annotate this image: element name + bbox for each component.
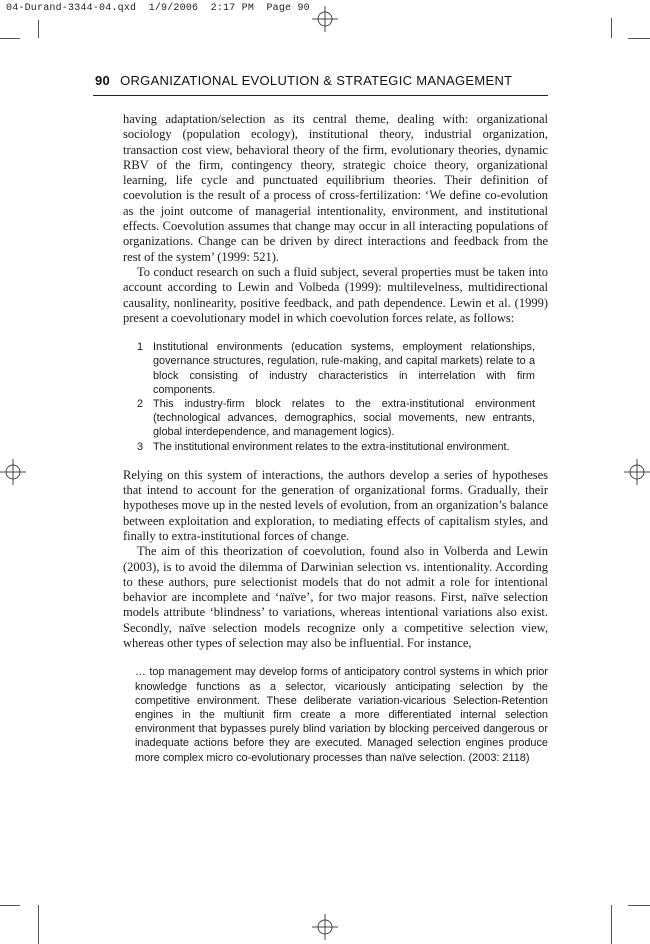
- registration-mark-icon: [624, 459, 650, 485]
- list-item-text: The institutional environment relates to the extra-institutional environment.: [153, 440, 510, 453]
- crop-mark: [0, 905, 20, 906]
- list-item: [137, 340, 535, 397]
- paragraph: Relying on this system of interactions, the authors develop a series of hypotheses that intend to account for the generation of organizational forms. Gradually, their hypotheses move up in the nested levels of evolution, from an organization’s balance between exploitation and exploration, to mediating effects of capitalism styles, and finally to extra-institutional forces of change.: [123, 467, 549, 543]
- crop-mark: [0, 38, 20, 39]
- list-item-text: This industry-firm block relates to the extra-institutional environment (technological advances, demographics, social movements, new entrants, global interdependence, and management logics).: [153, 397, 535, 439]
- printer-slug-line: 04-Durand-3344-04.qxd 1/9/2006 2:17 PM Page 90: [6, 3, 310, 14]
- list-item-text: Institutional environments (education systems, employment relationships, governance structures, regulation, rule-making, and capital markets) relate to a block consisting of industry characteristics in interrelation with firm components.: [153, 341, 535, 396]
- list-item: [137, 397, 535, 440]
- paragraph: having adaptation/selection as its central theme, dealing with: organizational sociology (population ecology), institutional theory, industrial organization, transaction cost view, behavioral theory of the firm, evolutionary theories, dynamic RBV of the firm, contingency theory, strategic choice theory, organizational learning, life cycle and punctuated equilibrium theories. Their definition of coevolution is the result of a process of cross-fertilization: ‘We define co-evolution as the joint outcome of managerial intentionality, environment, and institutional effects. Coevolution assumes that change may occur in all interacting populations of organizations. Change can be driven by direct interactions and feedback from the rest of the system’ (1999: 521).: [123, 112, 548, 264]
- block-quote: … top management may develop forms of anticipatory control systems in which prior knowledge functions as a selector, vicariously anticipating selection by the competitive environment. These deliberate variation-vicarious Selection-Retention engines in the multiunit firm create a more differentiated internal selection environment that bypasses purely blind variation by blocking perceived dangerous or inadequate actions before they are executed. Managed selection engines produce more complex micro co-evolutionary processes than naïve selection. (2003: 2118): [135, 666, 548, 764]
- paragraph: To conduct research on such a fluid subject, several properties must be taken into account according to Lewin and Volbeda (1999): multilevelness, multidirectional causality, nonlinearity, positive feedback, and path dependence. Lewin et al. (1999) present a coevolutionary model in which coevolution forces relate, as follows:: [123, 264, 548, 325]
- registration-mark-icon: [0, 459, 26, 485]
- numbered-list: [137, 340, 535, 454]
- registration-mark-icon: [312, 914, 338, 940]
- paragraph: The aim of this theorization of coevolution, found also in Volberda and Lewin (2003), is to avoid the dilemma of Darwinian selection vs. intentionality. According to these authors, pure selectionist models that do not admit a role for intentional behavior are incomplete and ‘naïve’, for two major reasons. First, naïve selection models attribute ‘blindness’ to variations, whereas intentional variations also exist. Secondly, naïve selection models recognize only a competitive selection view, whereas other types of selection may also be influential. For instance,: [123, 544, 548, 651]
- crop-mark: [38, 20, 39, 38]
- header-rule: [93, 95, 548, 96]
- crop-mark: [628, 905, 650, 906]
- list-item-number: 3: [137, 440, 144, 453]
- registration-mark-icon: [312, 6, 338, 32]
- running-title: ORGANIZATIONAL EVOLUTION & STRATEGIC MANAGEMENT: [120, 73, 513, 88]
- crop-mark: [611, 905, 612, 944]
- running-head: [95, 73, 545, 88]
- crop-mark: [628, 38, 650, 39]
- page-body: [123, 112, 548, 765]
- page-number: 90: [95, 73, 111, 88]
- crop-mark: [611, 18, 612, 38]
- crop-mark: [38, 905, 39, 944]
- list-item-number: 1: [137, 341, 144, 354]
- list-item-number: 2: [137, 397, 144, 410]
- list-item: [137, 440, 535, 454]
